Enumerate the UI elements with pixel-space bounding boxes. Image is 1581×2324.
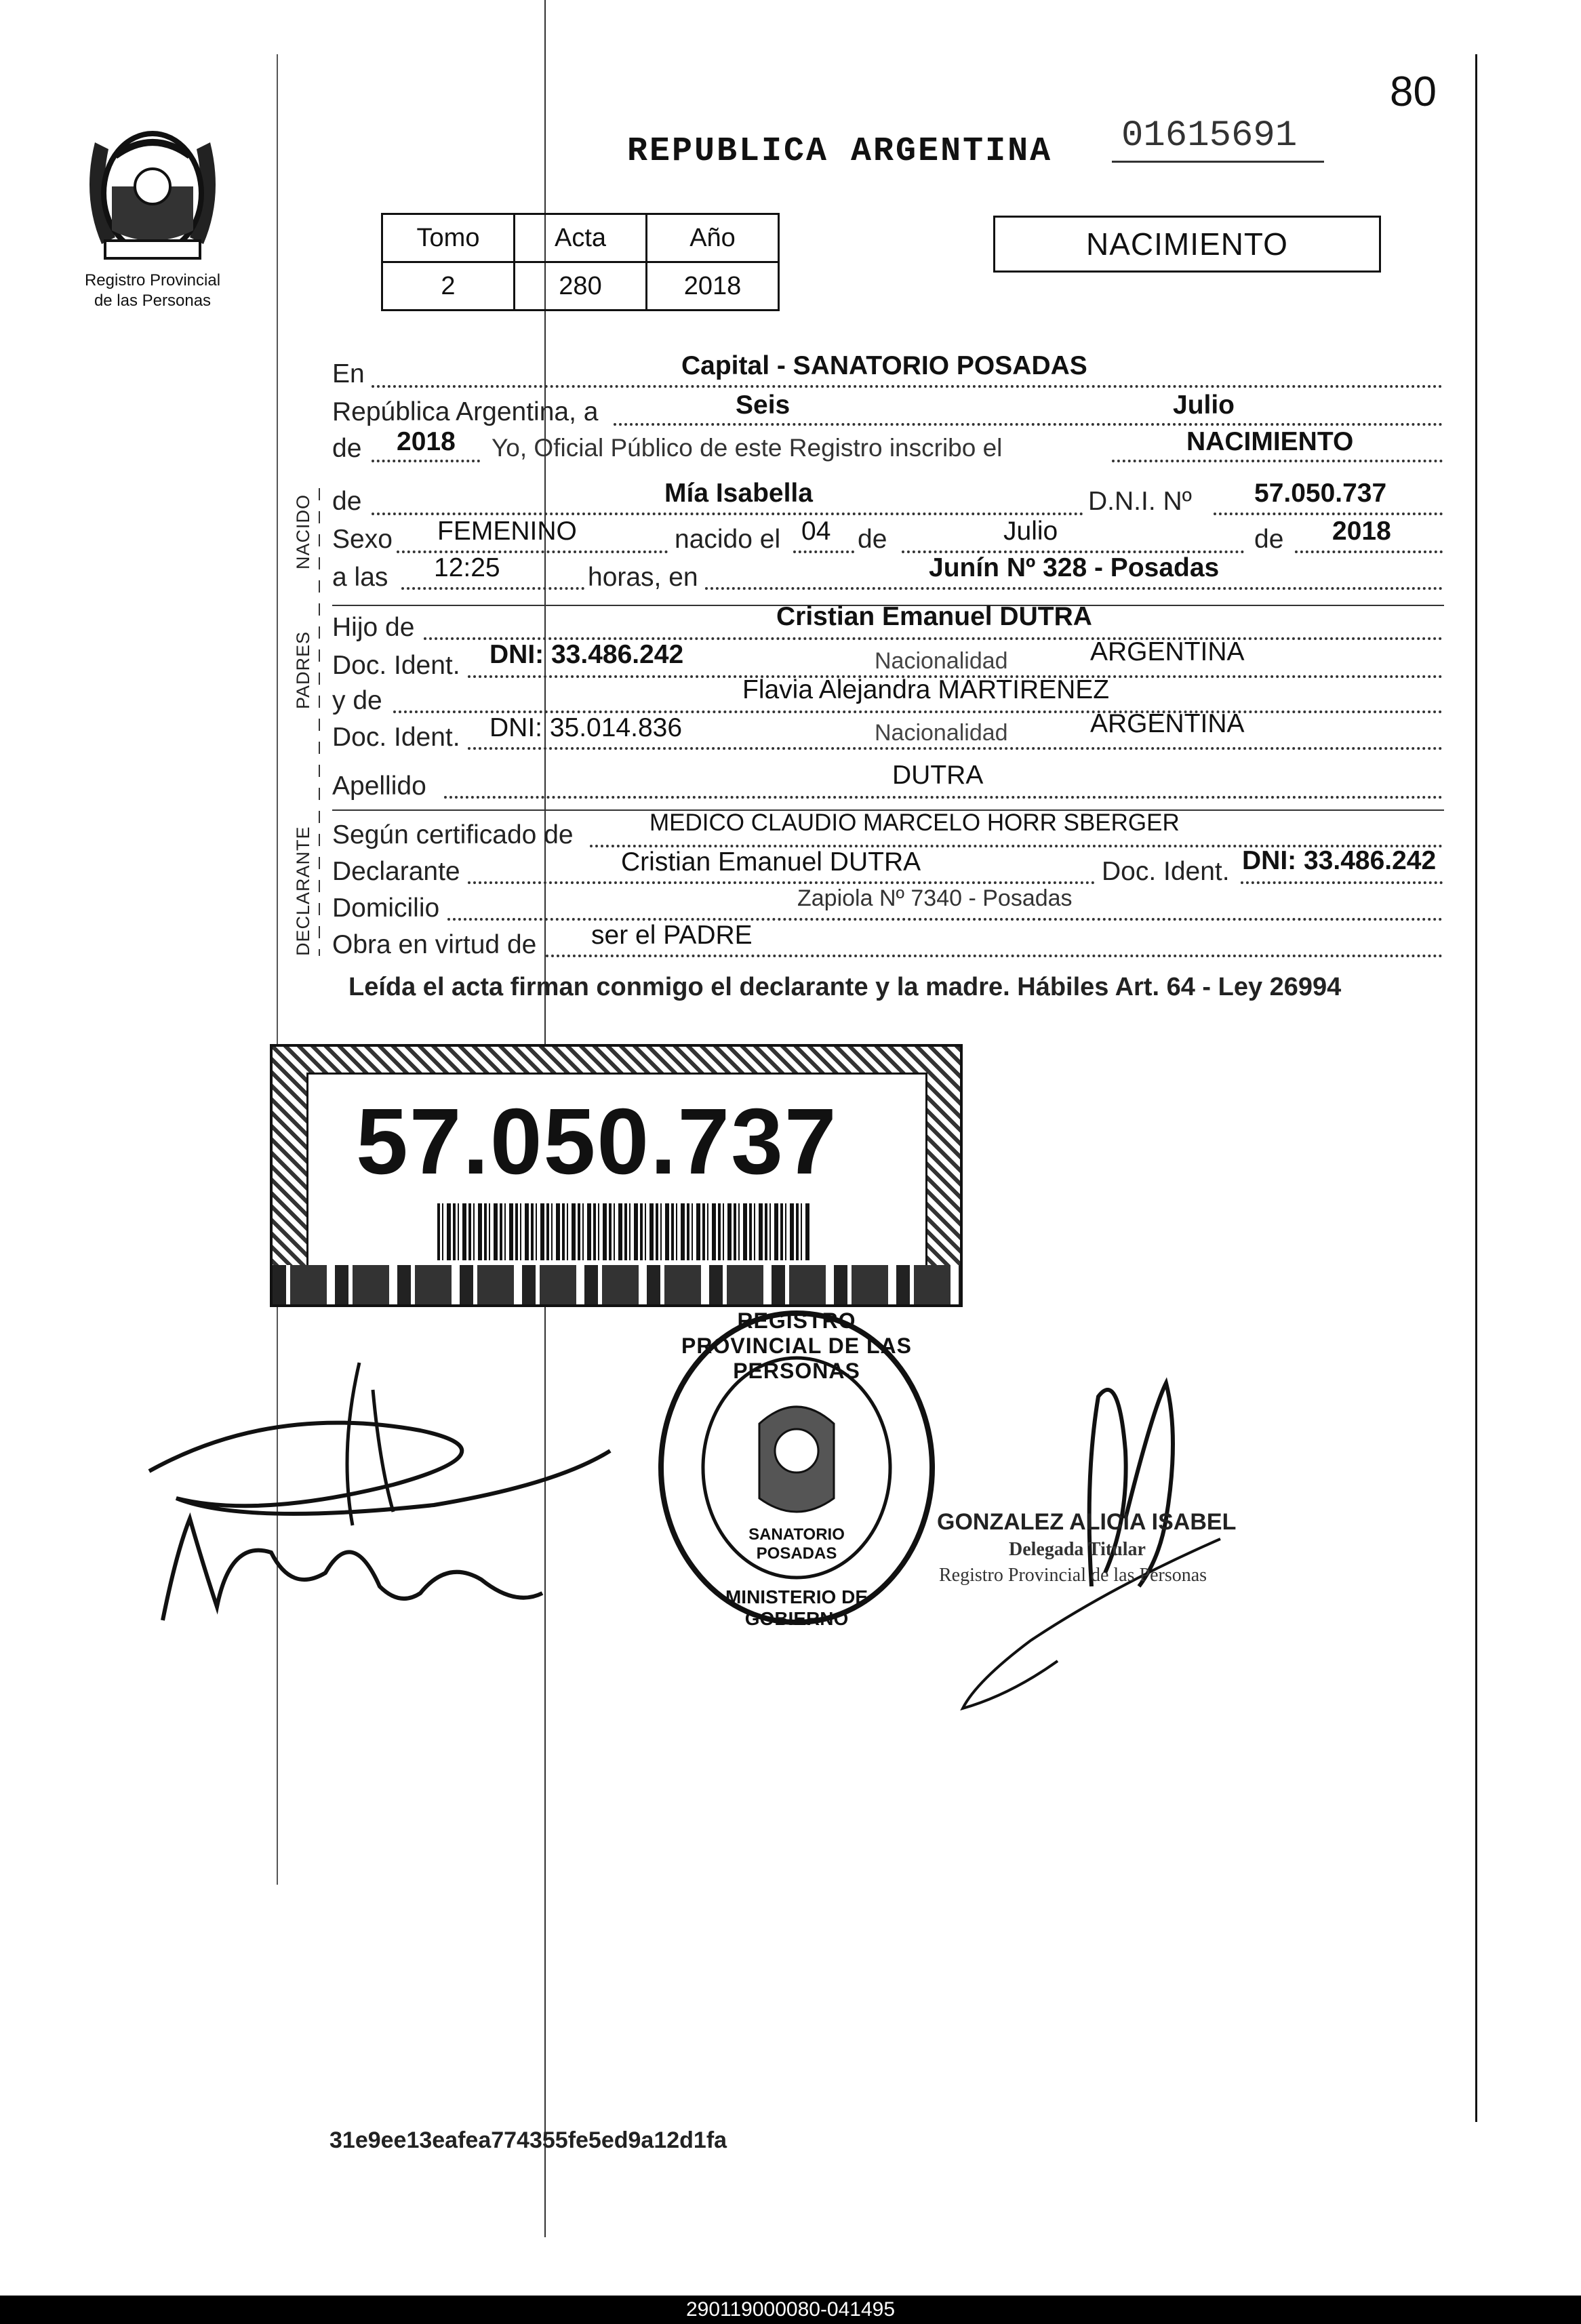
official-stamp — [651, 1302, 942, 1634]
label-dni: D.N.I. Nº — [1088, 487, 1192, 516]
table-header: Acta — [515, 214, 647, 262]
stamp-inner-text: SANATORIO POSADAS — [748, 1525, 845, 1563]
value-domicilio: Zapiola Nº 7340 - Posadas — [797, 885, 1073, 911]
label-de-nombre: de — [332, 487, 362, 516]
id-sticker-panel — [306, 1073, 927, 1273]
dotted-line — [614, 423, 1443, 426]
value-hora: 12:25 — [434, 553, 500, 582]
dotted-line — [468, 881, 1095, 884]
table-header: Año — [647, 214, 779, 262]
label-republica: República Argentina, a — [332, 397, 599, 426]
value-lugar: Capital - SANATORIO POSADAS — [681, 351, 1087, 380]
value-mes: Julio — [1173, 390, 1235, 420]
value-dia-nac: 04 — [801, 517, 831, 546]
value-tipo: NACIMIENTO — [1186, 427, 1354, 456]
dotted-line — [372, 460, 480, 462]
value-nombre: Mía Isabella — [664, 479, 813, 508]
stamp-bottom-text: MINISTERIO DE GOBIERNO — [725, 1586, 868, 1629]
table-cell: 2 — [382, 262, 515, 310]
dotted-line — [372, 385, 1443, 388]
dotted-line — [401, 587, 584, 590]
signature-left — [136, 1349, 624, 1634]
sticker-pattern-strip — [273, 1265, 960, 1304]
value-apellido: DUTRA — [892, 761, 984, 790]
value-dia: Seis — [736, 390, 790, 420]
dotted-line — [372, 513, 1083, 515]
official-office: Registro Provincial de las Personas — [939, 1565, 1207, 1586]
id-sticker-number: 57.050.737 — [356, 1089, 838, 1194]
label-nacionalidad2: Nacionalidad — [875, 720, 1008, 746]
document-hash: 31e9ee13eafea774355fe5ed9a12d1fa — [329, 2127, 727, 2153]
dotted-line — [444, 796, 1443, 799]
label-sexo: Sexo — [332, 525, 393, 554]
label-hijo-de: Hijo de — [332, 613, 415, 642]
label-obra: Obra en virtud de — [332, 930, 537, 959]
value-anio-nac: 2018 — [1332, 517, 1391, 546]
label-doc-ident2: Doc. Ident. — [332, 723, 460, 752]
label-yo: Yo, Oficial Público de este Registro inscribo el — [492, 434, 1003, 462]
value-certificado: MEDICO CLAUDIO MARCELO HORR SBERGER — [649, 809, 1180, 836]
value-obra: ser el PADRE — [591, 921, 753, 950]
footer-code: 290119000080-041495 — [685, 2298, 896, 2321]
value-declarante: Cristian Emanuel DUTRA — [621, 847, 921, 877]
registry-logo — [75, 115, 231, 264]
tomo-acta-anio-table — [381, 213, 780, 311]
closing-text: Leída el acta firman conmigo el declarante y la madre. Hábiles Art. 64 - Ley 26994 — [348, 973, 1342, 1001]
dotted-line — [1295, 550, 1443, 553]
page-number: 80 — [1390, 68, 1437, 115]
value-domicilio-nac: Junín Nº 328 - Posadas — [929, 553, 1220, 582]
signature-icon — [136, 1349, 624, 1634]
act-type: NACIMIENTO — [1086, 226, 1288, 262]
official-name: GONZALEZ ALICIA ISABEL — [937, 1509, 1237, 1535]
dotted-line — [705, 587, 1443, 590]
side-label-declarante: DECLARANTE — [293, 826, 313, 956]
label-nacionalidad: Nacionalidad — [875, 648, 1008, 674]
value-madre: Flavia Alejandra MARTIRENEZ — [742, 675, 1110, 704]
label-de-mes2: de — [858, 525, 887, 554]
label-y-de: y de — [332, 686, 382, 715]
value-padre-dni: DNI: 33.486.242 — [489, 640, 684, 669]
table-cell: 280 — [515, 262, 647, 310]
table-header: Tomo — [382, 214, 515, 262]
id-sticker — [270, 1044, 963, 1307]
label-domicilio: Domicilio — [332, 894, 440, 923]
label-doc-ident3: Doc. Ident. — [1102, 857, 1230, 886]
value-declarante-dni: DNI: 33.486.242 — [1242, 846, 1437, 875]
country-title: REPUBLICA ARGENTINA — [627, 132, 1053, 171]
misiones-seal-icon — [75, 115, 231, 264]
label-a-las: a las — [332, 563, 388, 592]
label-de-anio2: de — [1254, 525, 1284, 554]
official-role: Delegada Titular — [1009, 1539, 1146, 1560]
dotted-line — [468, 747, 1443, 750]
table-cell: 2018 — [647, 262, 779, 310]
side-label-padres: PADRES — [293, 630, 313, 709]
dotted-line — [793, 550, 854, 553]
label-en: En — [332, 359, 365, 388]
value-mes-nac: Julio — [1003, 517, 1058, 546]
registry-name-line1: Registro Provincial — [84, 271, 221, 289]
value-madre-nac: ARGENTINA — [1090, 709, 1245, 738]
serial-number: 01615691 — [1112, 115, 1324, 163]
label-declarante: Declarante — [332, 857, 460, 886]
value-dni: 57.050.737 — [1254, 479, 1387, 508]
label-horas-en: horas, en — [588, 563, 698, 592]
value-padre-nac: ARGENTINA — [1090, 637, 1245, 666]
dotted-line — [546, 955, 1443, 957]
value-sexo: FEMENINO — [437, 517, 577, 546]
value-madre-dni: DNI: 35.014.836 — [489, 713, 683, 742]
label-apellido: Apellido — [332, 772, 426, 801]
dotted-line — [1241, 881, 1443, 884]
act-type-box — [993, 216, 1381, 273]
side-divider — [319, 488, 320, 956]
label-segun: Según certificado de — [332, 820, 574, 849]
side-label-nacido: NACIDO — [293, 494, 313, 569]
registry-name-line2: de las Personas — [94, 292, 212, 310]
dotted-line — [1112, 460, 1443, 462]
barcode-icon — [437, 1203, 810, 1260]
stamp-outer-text: REGISTRO PROVINCIAL DE LAS PERSONAS — [681, 1308, 912, 1383]
label-nacido-el: nacido el — [675, 525, 781, 554]
label-doc-ident: Doc. Ident. — [332, 651, 460, 680]
label-de-anio: de — [332, 434, 362, 463]
value-anio: 2018 — [397, 427, 456, 456]
value-padre: Cristian Emanuel DUTRA — [776, 602, 1092, 631]
footer-bar — [0, 2296, 1581, 2324]
right-margin-rule — [1475, 54, 1477, 2122]
dotted-line — [1214, 513, 1443, 515]
